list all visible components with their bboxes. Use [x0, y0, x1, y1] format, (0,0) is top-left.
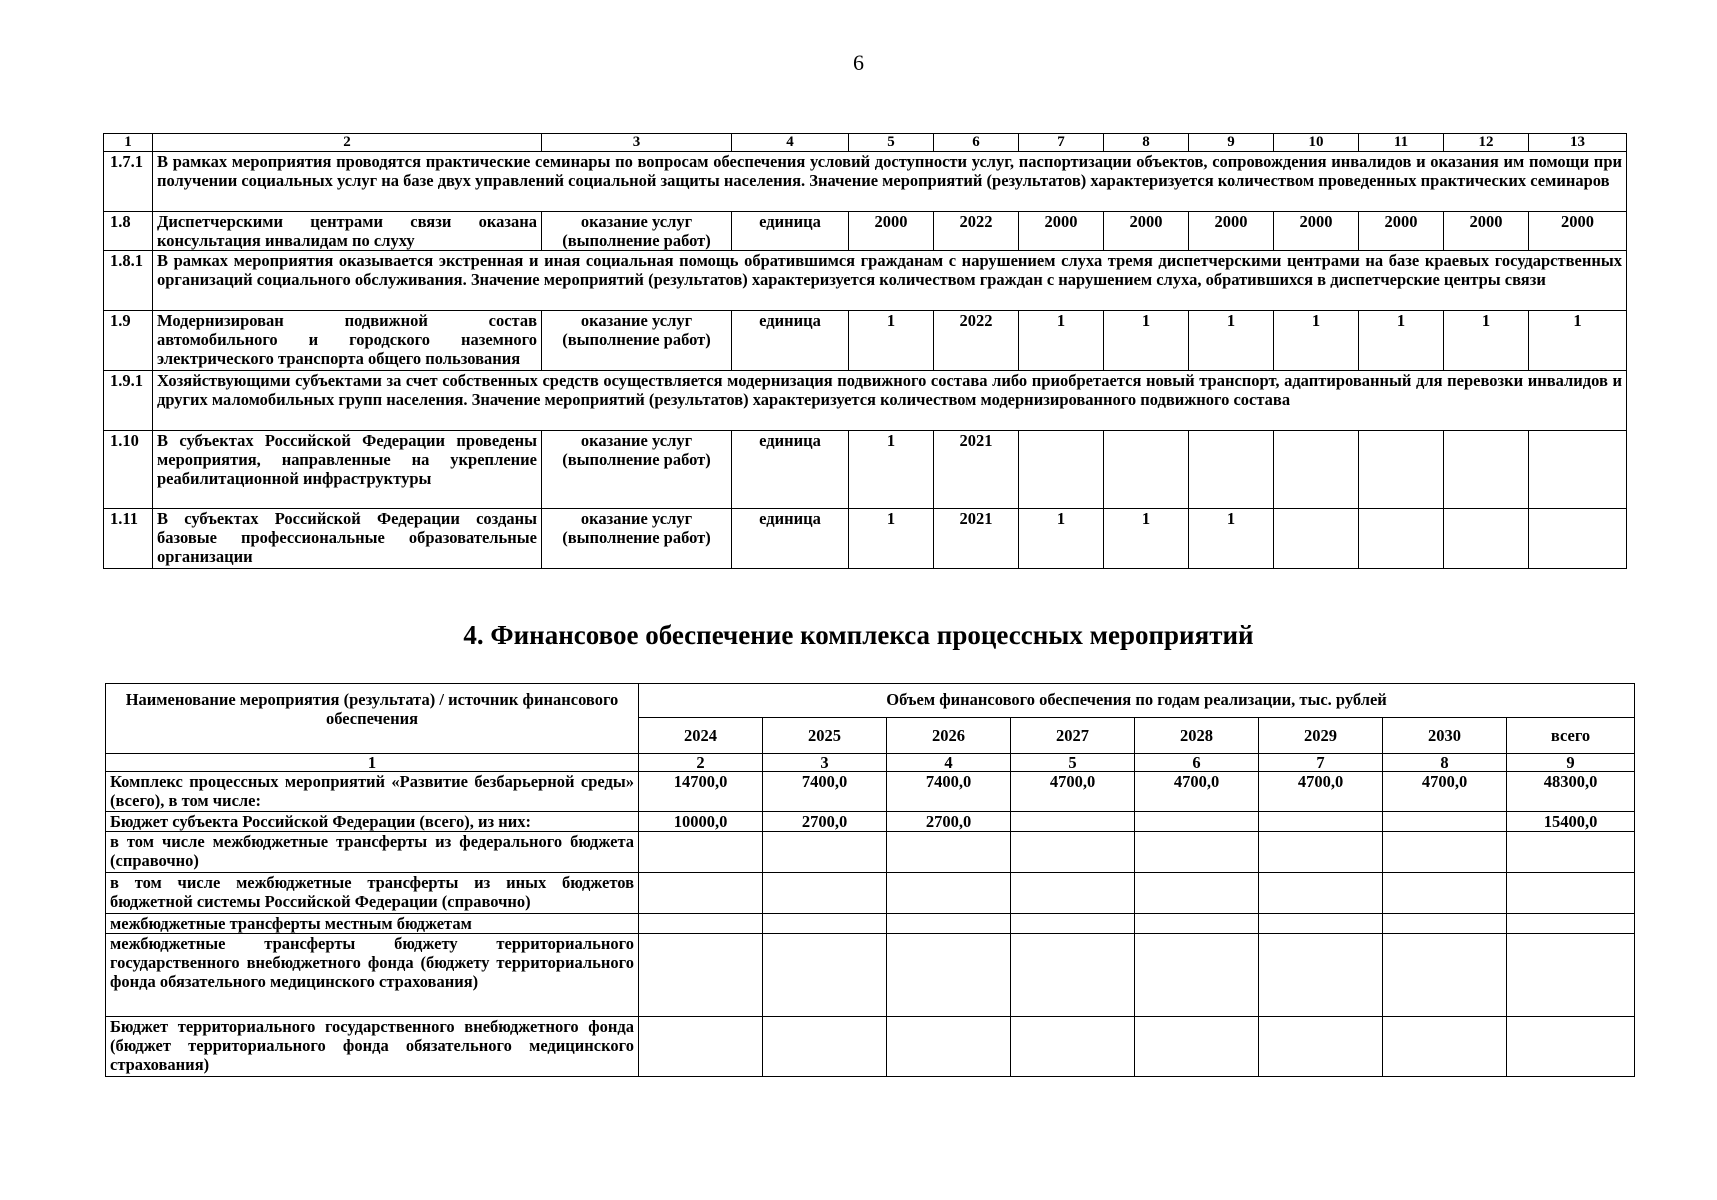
year-value: 1: [1104, 509, 1189, 569]
finance-value: [1383, 914, 1507, 934]
finance-value: [1383, 934, 1507, 1017]
base-year: 2021: [934, 509, 1019, 569]
year-value: [1019, 431, 1104, 509]
column-index-row: [104, 134, 1627, 152]
finance-value: [1011, 934, 1135, 1017]
finance-row: [106, 914, 1635, 934]
finance-value: [1259, 934, 1383, 1017]
year-value: 1: [1019, 311, 1104, 371]
indicator-row: [104, 212, 1627, 251]
indicator-type: оказание услуг (выполнение работ): [542, 311, 732, 371]
finance-value: [763, 914, 887, 934]
finance-value: [1383, 832, 1507, 873]
year-value: 1: [1444, 311, 1529, 371]
year-value: [1274, 431, 1359, 509]
row-number: 1.11: [104, 509, 153, 569]
finance-value: [1507, 873, 1635, 914]
indicators-table: [103, 133, 1627, 569]
note-row: [104, 371, 1627, 431]
finance-value: 2700,0: [763, 812, 887, 832]
year-header: 2025: [763, 718, 887, 754]
finance-row: [106, 832, 1635, 873]
row-number: 1.9: [104, 311, 153, 371]
base-value: 1: [849, 431, 934, 509]
finance-value: 2700,0: [887, 812, 1011, 832]
finance-row-label: Комплекс процессных мероприятий «Развитие безбарьерной среды» (всего), в том числе:: [106, 772, 639, 812]
finance-value: [1259, 1017, 1383, 1077]
year-header: 2029: [1259, 718, 1383, 754]
indicator-name: В субъектах Российской Федерации проведены мероприятия, направленные на укрепление реабилитационной инфраструктуры: [153, 431, 542, 509]
indicator-unit: единица: [732, 212, 849, 251]
finance-value: [1011, 914, 1135, 934]
column-index: 3: [763, 754, 887, 772]
finance-value: 4700,0: [1011, 772, 1135, 812]
finance-value: [887, 873, 1011, 914]
base-value: 2000: [849, 212, 934, 251]
year-header: 2028: [1135, 718, 1259, 754]
finance-row: [106, 934, 1635, 1017]
indicator-name: Диспетчерскими центрами связи оказана консультация инвалидам по слуху: [153, 212, 542, 251]
finance-value: [887, 914, 1011, 934]
finance-value: [1259, 812, 1383, 832]
note-text: В рамках мероприятия проводятся практические семинары по вопросам обеспечения условий доступности услуг, паспортизации объектов, сопровождения инвалидов и оказания им помощи при получении социальных услуг на базе двух управлений социальной защиты населения. Значение мероприятий (результатов) характеризуется количеством проведенных практических семинаров: [153, 152, 1627, 212]
finance-value: [763, 832, 887, 873]
row-number: 1.7.1: [104, 152, 153, 212]
column-index: 11: [1359, 134, 1444, 152]
finance-value: 4700,0: [1259, 772, 1383, 812]
year-value: 2000: [1189, 212, 1274, 251]
column-index: 2: [639, 754, 763, 772]
note-row: [104, 251, 1627, 311]
indicator-unit: единица: [732, 431, 849, 509]
year-value: 1: [1189, 509, 1274, 569]
finance-value: [1135, 832, 1259, 873]
finance-value: [1135, 1017, 1259, 1077]
indicator-name: Модернизирован подвижной состав автомобильного и городского наземного электрического транспорта общего пользования: [153, 311, 542, 371]
finance-row-label: межбюджетные трансферты местным бюджетам: [106, 914, 639, 934]
finance-col1-header: Наименование мероприятия (результата) / источник финансового обеспечения: [106, 684, 639, 754]
base-value: 1: [849, 311, 934, 371]
note-text: Хозяйствующими субъектами за счет собственных средств осуществляется модернизация подвижного состава либо приобретается новый транспорт, адаптированный для перевозки инвалидов и других маломобильных групп населения. Значение мероприятий (результатов) характеризуется количеством модернизированного подвижного состава: [153, 371, 1627, 431]
column-index: 7: [1259, 754, 1383, 772]
finance-value: [1135, 914, 1259, 934]
finance-group-header: Объем финансового обеспечения по годам реализации, тыс. рублей: [639, 684, 1635, 718]
column-index-row: [106, 754, 1635, 772]
indicator-type: оказание услуг (выполнение работ): [542, 509, 732, 569]
column-index: 1: [106, 754, 639, 772]
year-value: 1: [1359, 311, 1444, 371]
finance-row: [106, 873, 1635, 914]
year-value: [1444, 509, 1529, 569]
row-number: 1.8: [104, 212, 153, 251]
finance-row-label: Бюджет субъекта Российской Федерации (всего), из них:: [106, 812, 639, 832]
note-row: [104, 152, 1627, 212]
finance-value: [1259, 832, 1383, 873]
column-index: 13: [1529, 134, 1627, 152]
year-value: 1: [1019, 509, 1104, 569]
indicator-type: оказание услуг (выполнение работ): [542, 431, 732, 509]
row-number: 1.9.1: [104, 371, 153, 431]
finance-value: [1507, 1017, 1635, 1077]
finance-value: [639, 832, 763, 873]
column-index: 3: [542, 134, 732, 152]
finance-value: [1011, 832, 1135, 873]
finance-value: [1507, 832, 1635, 873]
finance-value: [1383, 873, 1507, 914]
column-index: 10: [1274, 134, 1359, 152]
finance-value: [639, 934, 763, 1017]
finance-value: [1011, 873, 1135, 914]
finance-value: 7400,0: [763, 772, 887, 812]
base-year: 2021: [934, 431, 1019, 509]
column-index: 2: [153, 134, 542, 152]
finance-value: [1507, 934, 1635, 1017]
finance-value: [763, 873, 887, 914]
year-value: 1: [1529, 311, 1627, 371]
base-year: 2022: [934, 311, 1019, 371]
section-title: 4. Финансовое обеспечение комплекса процессных мероприятий: [463, 620, 1254, 650]
indicator-row: [104, 509, 1627, 569]
indicator-name: В субъектах Российской Федерации созданы базовые профессиональные образовательные организации: [153, 509, 542, 569]
base-value: 1: [849, 509, 934, 569]
column-index: 4: [887, 754, 1011, 772]
year-value: [1529, 431, 1627, 509]
year-value: [1274, 509, 1359, 569]
year-value: [1189, 431, 1274, 509]
finance-value: [639, 914, 763, 934]
finance-value: [887, 832, 1011, 873]
year-value: 2000: [1104, 212, 1189, 251]
finance-value: 4700,0: [1383, 772, 1507, 812]
year-value: [1529, 509, 1627, 569]
indicator-unit: единица: [732, 509, 849, 569]
finance-table: [105, 683, 1635, 1077]
note-text: В рамках мероприятия оказывается экстренная и иная социальная помощь обратившимся гражданам с нарушением слуха тремя диспетчерскими центрами на базе краевых государственных организаций социального обслуживания. Значение мероприятий (результатов) характеризуется количеством граждан с нарушением слуха, обратившихся в диспетчерские центры связи: [153, 251, 1627, 311]
finance-value: [1259, 873, 1383, 914]
base-year: 2022: [934, 212, 1019, 251]
finance-value: [1135, 873, 1259, 914]
indicator-row: [104, 311, 1627, 371]
finance-value: 4700,0: [1135, 772, 1259, 812]
column-index: 6: [934, 134, 1019, 152]
finance-value: [763, 934, 887, 1017]
indicator-row: [104, 431, 1627, 509]
finance-row-label: в том числе межбюджетные трансферты из федерального бюджета (справочно): [106, 832, 639, 873]
finance-value: [1507, 914, 1635, 934]
finance-value: 10000,0: [639, 812, 763, 832]
year-value: 2000: [1274, 212, 1359, 251]
row-number: 1.10: [104, 431, 153, 509]
finance-value: [763, 1017, 887, 1077]
finance-value: [1011, 812, 1135, 832]
year-value: 2000: [1359, 212, 1444, 251]
year-header: 2026: [887, 718, 1011, 754]
finance-value: [1011, 1017, 1135, 1077]
finance-value: 7400,0: [887, 772, 1011, 812]
year-value: 2000: [1444, 212, 1529, 251]
column-index: 8: [1104, 134, 1189, 152]
finance-value: [1259, 914, 1383, 934]
finance-value: [887, 934, 1011, 1017]
finance-value: [1383, 812, 1507, 832]
column-index: 12: [1444, 134, 1529, 152]
finance-value: [639, 1017, 763, 1077]
finance-value: [1135, 812, 1259, 832]
finance-value: [639, 873, 763, 914]
finance-row: [106, 1017, 1635, 1077]
year-value: [1104, 431, 1189, 509]
indicator-unit: единица: [732, 311, 849, 371]
year-value: [1359, 509, 1444, 569]
year-value: 1: [1189, 311, 1274, 371]
finance-value: 14700,0: [639, 772, 763, 812]
finance-value: [1383, 1017, 1507, 1077]
finance-value: 15400,0: [1507, 812, 1635, 832]
finance-row-label: в том числе межбюджетные трансферты из иных бюджетов бюджетной системы Российской Федерации (справочно): [106, 873, 639, 914]
year-value: 1: [1104, 311, 1189, 371]
year-value: 2000: [1019, 212, 1104, 251]
page-number: 6: [853, 50, 864, 75]
year-value: [1359, 431, 1444, 509]
finance-value: [887, 1017, 1011, 1077]
year-header: 2027: [1011, 718, 1135, 754]
column-index: 8: [1383, 754, 1507, 772]
column-index: 9: [1189, 134, 1274, 152]
finance-row-label: межбюджетные трансферты бюджету территориального государственного внебюджетного фонда (бюджету территориального фонда обязательного медицинского страхования): [106, 934, 639, 1017]
finance-row: [106, 812, 1635, 832]
year-header: 2030: [1383, 718, 1507, 754]
column-index: 6: [1135, 754, 1259, 772]
year-value: 2000: [1529, 212, 1627, 251]
column-index: 5: [1011, 754, 1135, 772]
year-header: 2024: [639, 718, 763, 754]
finance-value: [1135, 934, 1259, 1017]
column-index: 9: [1507, 754, 1635, 772]
finance-value: 48300,0: [1507, 772, 1635, 812]
year-value: [1444, 431, 1529, 509]
year-value: 1: [1274, 311, 1359, 371]
column-index: 1: [104, 134, 153, 152]
year-header: всего: [1507, 718, 1635, 754]
row-number: 1.8.1: [104, 251, 153, 311]
finance-row: [106, 772, 1635, 812]
finance-row-label: Бюджет территориального государственного внебюджетного фонда (бюджет территориального фонда обязательного медицинского страхования): [106, 1017, 639, 1077]
column-index: 7: [1019, 134, 1104, 152]
indicator-type: оказание услуг (выполнение работ): [542, 212, 732, 251]
column-index: 5: [849, 134, 934, 152]
column-index: 4: [732, 134, 849, 152]
